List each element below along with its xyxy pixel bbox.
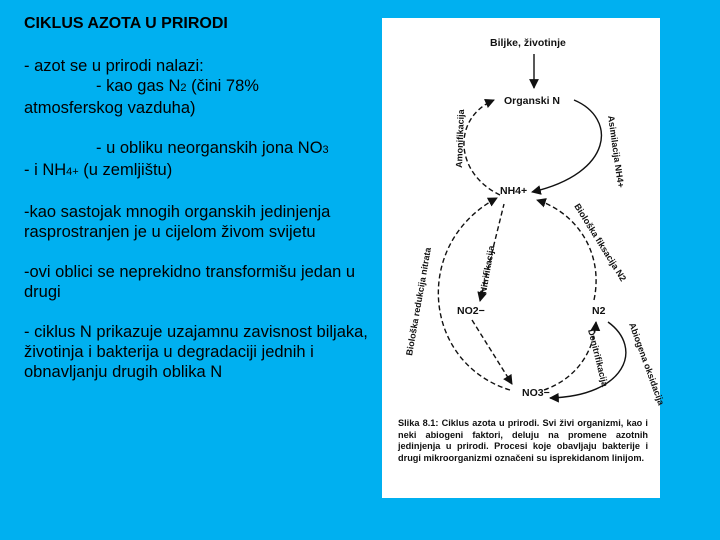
figure-caption [398, 418, 648, 464]
label-assimilation: Asimilacija NH4+ [606, 114, 627, 189]
node-organic-n: Organski N [504, 95, 561, 107]
para-line: atmosferskog vazduha) [24, 99, 196, 117]
label-amonification: Amonifikacija [454, 109, 467, 169]
nitrogen-cycle-figure [382, 18, 667, 498]
subscript: 4+ [66, 166, 79, 178]
text-span: - kao gas N [96, 77, 181, 95]
text-span: - i NH [24, 161, 67, 179]
label-denitrification: Denitrifikacija [586, 328, 611, 388]
slide-title: CIKLUS AZOTA U PRIRODI [24, 15, 228, 32]
node-nh4: NH4+ [500, 185, 528, 197]
label-nitrification: Nitrifikacija [478, 244, 497, 295]
arrow-amonification [464, 100, 500, 195]
arrow-bio-reduction [438, 198, 510, 390]
para-line: - azot se u prirodi nalazi: [24, 57, 204, 75]
para-line [24, 138, 374, 160]
node-n2: N2 [592, 305, 606, 317]
node-no3: NO3− [522, 387, 550, 399]
paragraph-ions [24, 138, 374, 182]
caption-label: Slika 8.1: [398, 418, 439, 428]
subscript: 3 [322, 144, 329, 156]
slide-text [24, 14, 374, 402]
text-span: (u zemljištu) [78, 161, 173, 179]
paragraph-cycle: - ciklus N prikazuje uzajamnu zavisnost biljaka, životinja i bakterija u degradaciji jednih i obnavljanju drugih oblika N [24, 323, 368, 381]
text-span: (čini 78% [186, 77, 259, 95]
label-abiogenic-oxidation: Abiogena oksidacija [627, 321, 667, 407]
text-span: - u obliku neorganskih jona NO [96, 139, 323, 157]
arrow-assimilation [532, 100, 601, 192]
cycle-diagram [382, 18, 667, 418]
paragraph-transform: -ovi oblici se neprekidno transformišu jedan u drugi [24, 263, 356, 301]
para-line [24, 160, 374, 182]
caption-text: Ciklus azota u prirodi. Svi živi organizmi, kao i neki abiogeni faktori, deluju na promene azotnih jedinjenja u prirodi. Procesi koje obavljaju bakterije i drugi mikroorganizmi označeni su isprekidanom linijom. [398, 418, 648, 463]
paragraph-forms [24, 56, 374, 118]
node-no2: NO2− [457, 305, 485, 317]
subscript: 2 [180, 82, 187, 94]
paragraph-organic: -kao sastojak mnogih organskih jedinjenja rasprostranjen je u cijelom živom svijetu [24, 203, 331, 241]
label-bio-fixation: Biološka fiksacija N2 [572, 201, 629, 283]
node-plants-animals: Biljke, životinje [490, 37, 566, 49]
label-bio-reduction: Biološka redukcija nitrata [404, 246, 433, 357]
para-line [24, 76, 374, 98]
